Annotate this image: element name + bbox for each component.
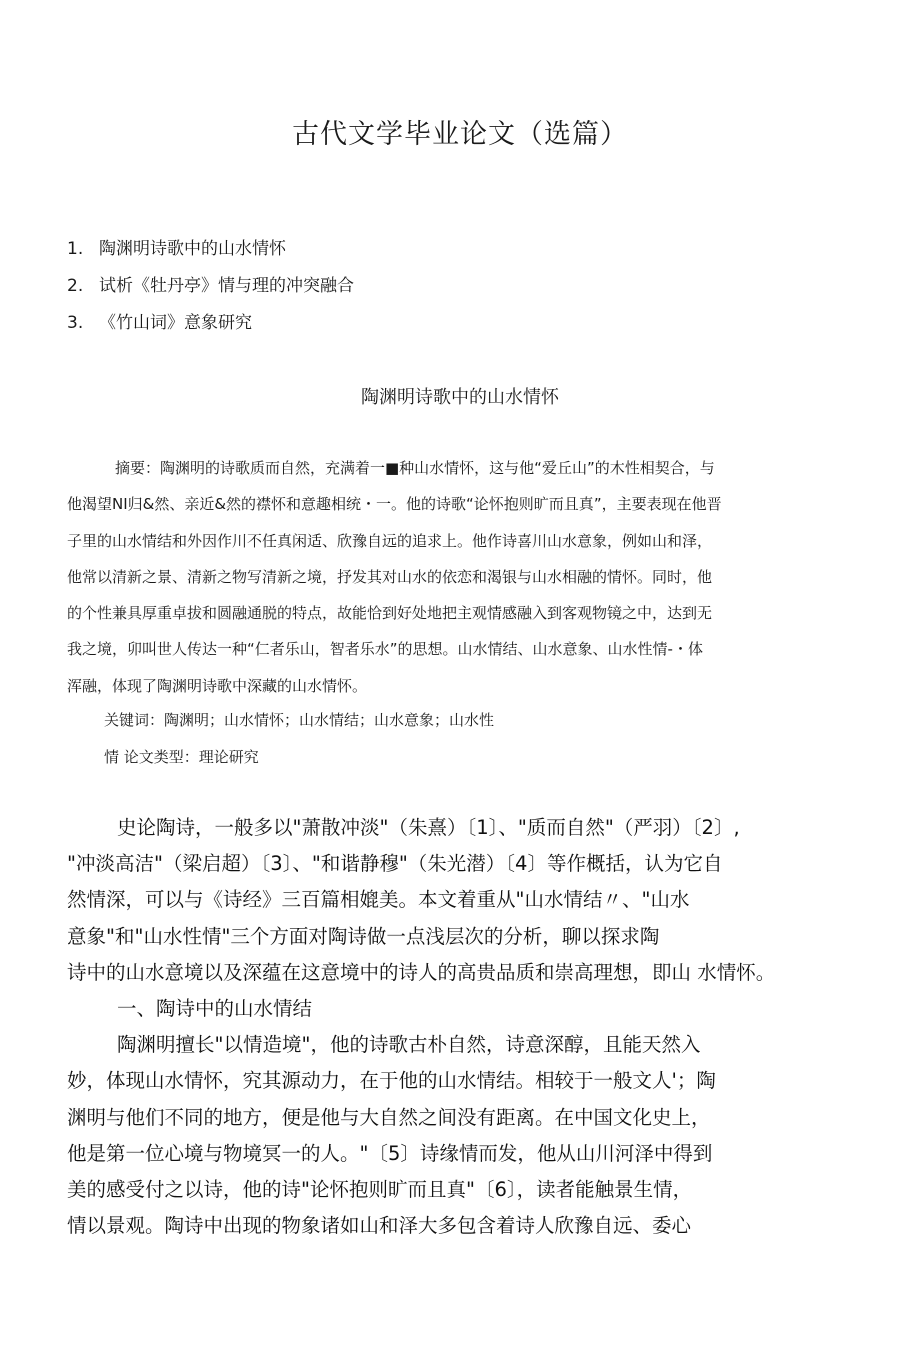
body-line: 然情深，可以与《诗经》三百篇相媲美。本文着重从"山水情结〃、"山水 (67, 888, 690, 912)
abstract-line: 摘要：陶渊明的诗歌质而自然，充满着一■种山水情怀，这与他“爱丘山”的木性相契合，与 (115, 459, 715, 477)
abstract-line: 我之境，卯叫世人传达一种“仁者乐山，智者乐水”的思想。山水情结、山水意象、山水性情-・体 (67, 640, 703, 659)
keywords-line: 情 论文类型：理论研究 (104, 748, 259, 766)
body-line: 情以景观。陶诗中出现的物象诸如山和泽大多包含着诗人欣豫自远、委心 (67, 1214, 692, 1238)
toc-item-label: 陶渊明诗歌中的山水情怀 (99, 239, 286, 259)
toc-item-number: 1. (67, 239, 84, 259)
keywords-line: 关键词：陶渊明；山水情怀；山水情结；山水意象；山水性 (104, 711, 495, 729)
body-line: 他是第一位心境与物境冥一的人。"〔5〕诗缘情而发，他从山川河泽中得到 (67, 1141, 713, 1165)
toc-item-number: 2. (67, 276, 84, 296)
abstract-line: 子里的山水情结和外因作川不任真闲适、欣豫自远的追求上。他作诗喜川山水意象，例如山和泽， (67, 531, 713, 550)
subsection-heading: 一、陶诗中的山水情结 (117, 996, 313, 1020)
body-line: "冲淡高洁"（梁启超）〔3〕、"和谐静穆"（朱光潜）〔4〕等作概括，认为它自 (67, 852, 723, 876)
toc-item (67, 310, 354, 347)
abstract-line: 他常以清新之景、清新之物写清新之境，抒发其对山水的依恋和渴银与山水相融的情怀。同时，他 (67, 567, 713, 586)
page-title: 古代文学毕业论文（选篇） (292, 119, 628, 150)
abstract-line: 的个性兼具厚重卓拔和圆融通脱的特点，故能恰到好处地把主观情感融入到客观物镜之中，达到无 (67, 604, 713, 623)
body-text (67, 814, 775, 1248)
section-title: 陶渊明诗歌中的山水情怀 (361, 387, 559, 408)
keywords (104, 708, 494, 782)
body-line: 美的感受付之以诗，他的诗"论怀抱则旷而且真"〔6〕，读者能触景生情， (67, 1177, 693, 1201)
table-of-contents (67, 236, 354, 347)
abstract-line: 他渴望NI归&然、亲近&然的襟怀和意趣相统・一。他的诗歌“论怀抱则旷而且真”，主要表现在他晋 (67, 495, 722, 514)
toc-item-number: 3. (67, 313, 84, 333)
toc-item-label: 试析《牡丹亭》情与理的冲突融合 (99, 276, 354, 296)
toc-item (67, 273, 354, 310)
body-line: 渊明与他们不同的地方，便是他与大自然之间没有距离。在中国文化史上， (67, 1105, 711, 1129)
body-line: 意象"和"山水性情"三个方面对陶诗做一点浅层次的分析，聊以探求陶 (67, 924, 660, 948)
abstract-line: 浑融，体现了陶渊明诗歌中深藏的山水情怀。 (67, 676, 368, 695)
body-line: 史论陶诗，一般多以"萧散冲淡"（朱熹）〔1〕、"质而自然"（严羽）〔2〕, (117, 816, 740, 839)
toc-item (67, 236, 354, 273)
toc-item-label: 《竹山词》意象研究 (99, 313, 252, 333)
abstract (67, 456, 722, 710)
body-line: 诗中的山水意境以及深蕴在这意境中的诗人的高贵品质和崇高理想，即山 水情怀。 (67, 960, 776, 984)
body-line: 妙，体现山水情怀，究其源动力，在于他的山水情结。相较于一般文人'；陶 (67, 1069, 716, 1093)
body-line: 陶渊明擅长"以情造境"，他的诗歌古朴自然，诗意深醇，且能天然入 (117, 1033, 701, 1057)
